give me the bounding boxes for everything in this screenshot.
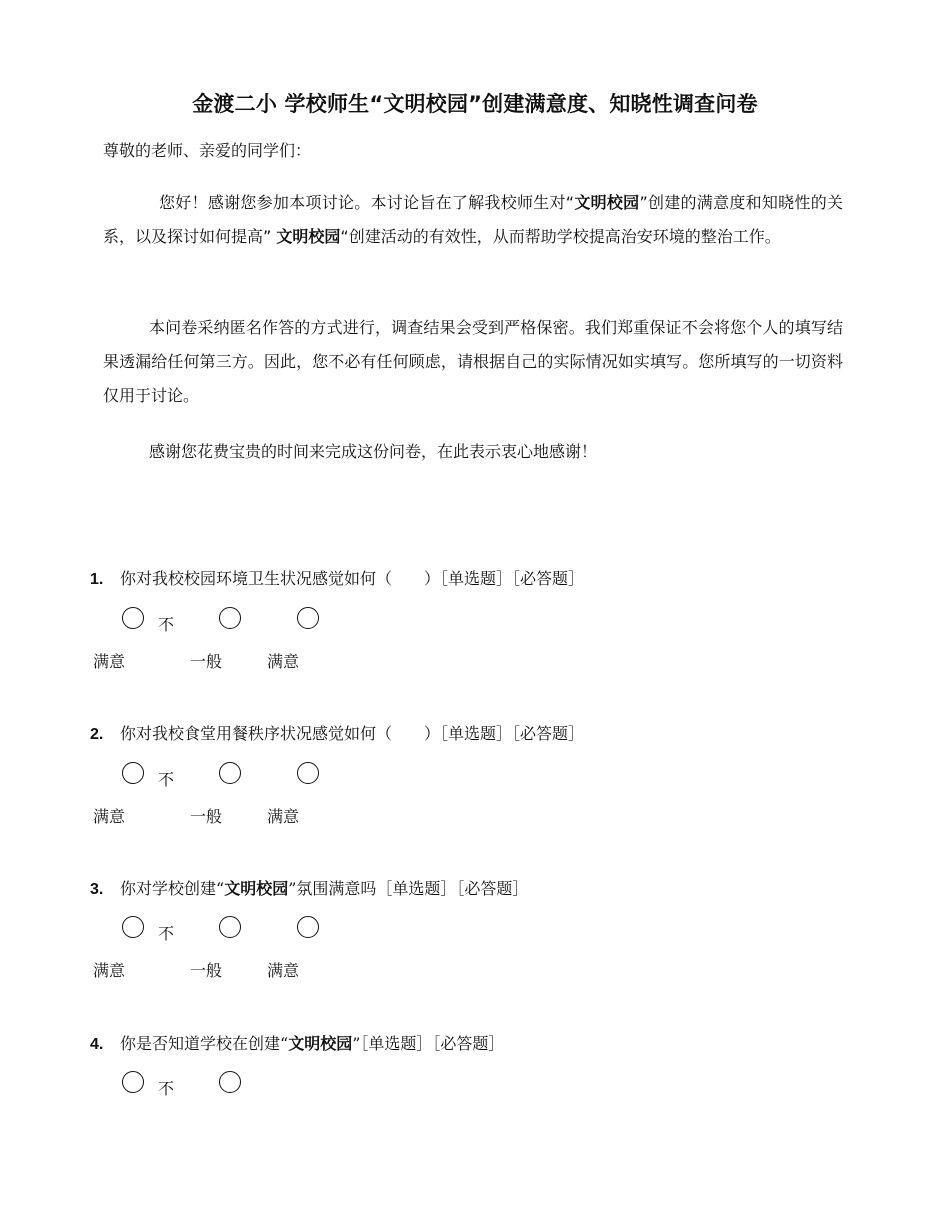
q2-option-1-label: 满意 xyxy=(93,807,126,826)
q3-option-1-radio[interactable] xyxy=(122,916,144,938)
q1-option-3-radio[interactable] xyxy=(297,607,319,629)
q2-option-1-label-top: 不 xyxy=(158,770,175,789)
question-1 xyxy=(90,566,584,589)
question-text-end: ”氛围满意吗［单选题］［必答题］ xyxy=(288,879,529,898)
q1-option-2-radio[interactable] xyxy=(219,607,241,629)
q3-option-3-radio[interactable] xyxy=(297,916,319,938)
question-text: 你对学校创建“ xyxy=(120,879,225,898)
q3-option-2-label: 一般 xyxy=(190,961,223,980)
intro-p1-text-a: 您好！感谢您参加本项讨论。本讨论旨在了解我校师生对“ xyxy=(159,193,575,212)
intro-p1-text-b: ”创建的满意度和知晓性的关系，以及探讨如何提高” xyxy=(103,193,843,246)
intro-p1-bold-b: 文明校园 xyxy=(276,227,341,246)
question-2 xyxy=(90,721,584,744)
q1-option-1-label-top: 不 xyxy=(158,615,175,634)
q2-option-2-radio[interactable] xyxy=(219,762,241,784)
question-4 xyxy=(90,1031,504,1054)
q3-option-3-label: 满意 xyxy=(267,961,300,980)
intro-paragraph-2: 本问卷采纳匿名作答的方式进行，调查结果会受到严格保密。我们郑重保证不会将您个人的填写结果透漏给任何第三方。因此，您不必有任何顾虑，请根据自己的实际情况如实填写。您所填写的一切资料仅用于讨论。 xyxy=(103,318,843,405)
q1-option-3-label: 满意 xyxy=(267,652,300,671)
q2-option-3-label: 满意 xyxy=(267,807,300,826)
question-number: 2. xyxy=(90,726,104,743)
question-text: 你对我校食堂用餐秩序状况感觉如何（ ）［单选题］［必答题］ xyxy=(120,724,585,743)
q4-option-1-label-top: 不 xyxy=(158,1079,175,1098)
intro-p1-text-c: “创建活动的有效性，从而帮助学校提高治安环境的整治工作。 xyxy=(340,227,781,246)
question-3 xyxy=(90,876,528,899)
question-text-bold: 文明校园 xyxy=(224,879,289,898)
q1-option-1-radio[interactable] xyxy=(122,607,144,629)
question-number: 1. xyxy=(90,571,104,588)
q2-option-3-radio[interactable] xyxy=(297,762,319,784)
question-number: 4. xyxy=(90,1036,104,1053)
intro-paragraph-1 xyxy=(103,186,843,254)
question-text-end: ”［单选题］［必答题］ xyxy=(352,1034,505,1053)
q2-option-2-label: 一般 xyxy=(190,807,223,826)
q2-option-1-radio[interactable] xyxy=(122,762,144,784)
q1-option-1-label: 满意 xyxy=(93,652,126,671)
intro-p1-bold-a: 文明校园 xyxy=(574,193,640,212)
q4-option-2-radio[interactable] xyxy=(219,1071,241,1093)
q3-option-2-radio[interactable] xyxy=(219,916,241,938)
q1-option-2-label: 一般 xyxy=(190,652,223,671)
question-text: 你对我校校园环境卫生状况感觉如何（ ）［单选题］［必答题］ xyxy=(120,569,585,588)
q4-option-1-radio[interactable] xyxy=(122,1071,144,1093)
q3-option-1-label-top: 不 xyxy=(158,924,175,943)
question-text: 你是否知道学校在创建“ xyxy=(120,1034,289,1053)
q3-option-1-label: 满意 xyxy=(93,961,126,980)
salutation: 尊敬的老师、亲爱的同学们： xyxy=(103,141,312,160)
intro-paragraph-3: 感谢您花费宝贵的时间来完成这份问卷，在此表示衷心地感谢！ xyxy=(149,442,598,461)
page-title: 金渡二小 学校师生“文明校园”创建满意度、知晓性调查问卷 xyxy=(192,92,758,116)
question-text-bold: 文明校园 xyxy=(288,1034,353,1053)
question-number: 3. xyxy=(90,881,104,898)
